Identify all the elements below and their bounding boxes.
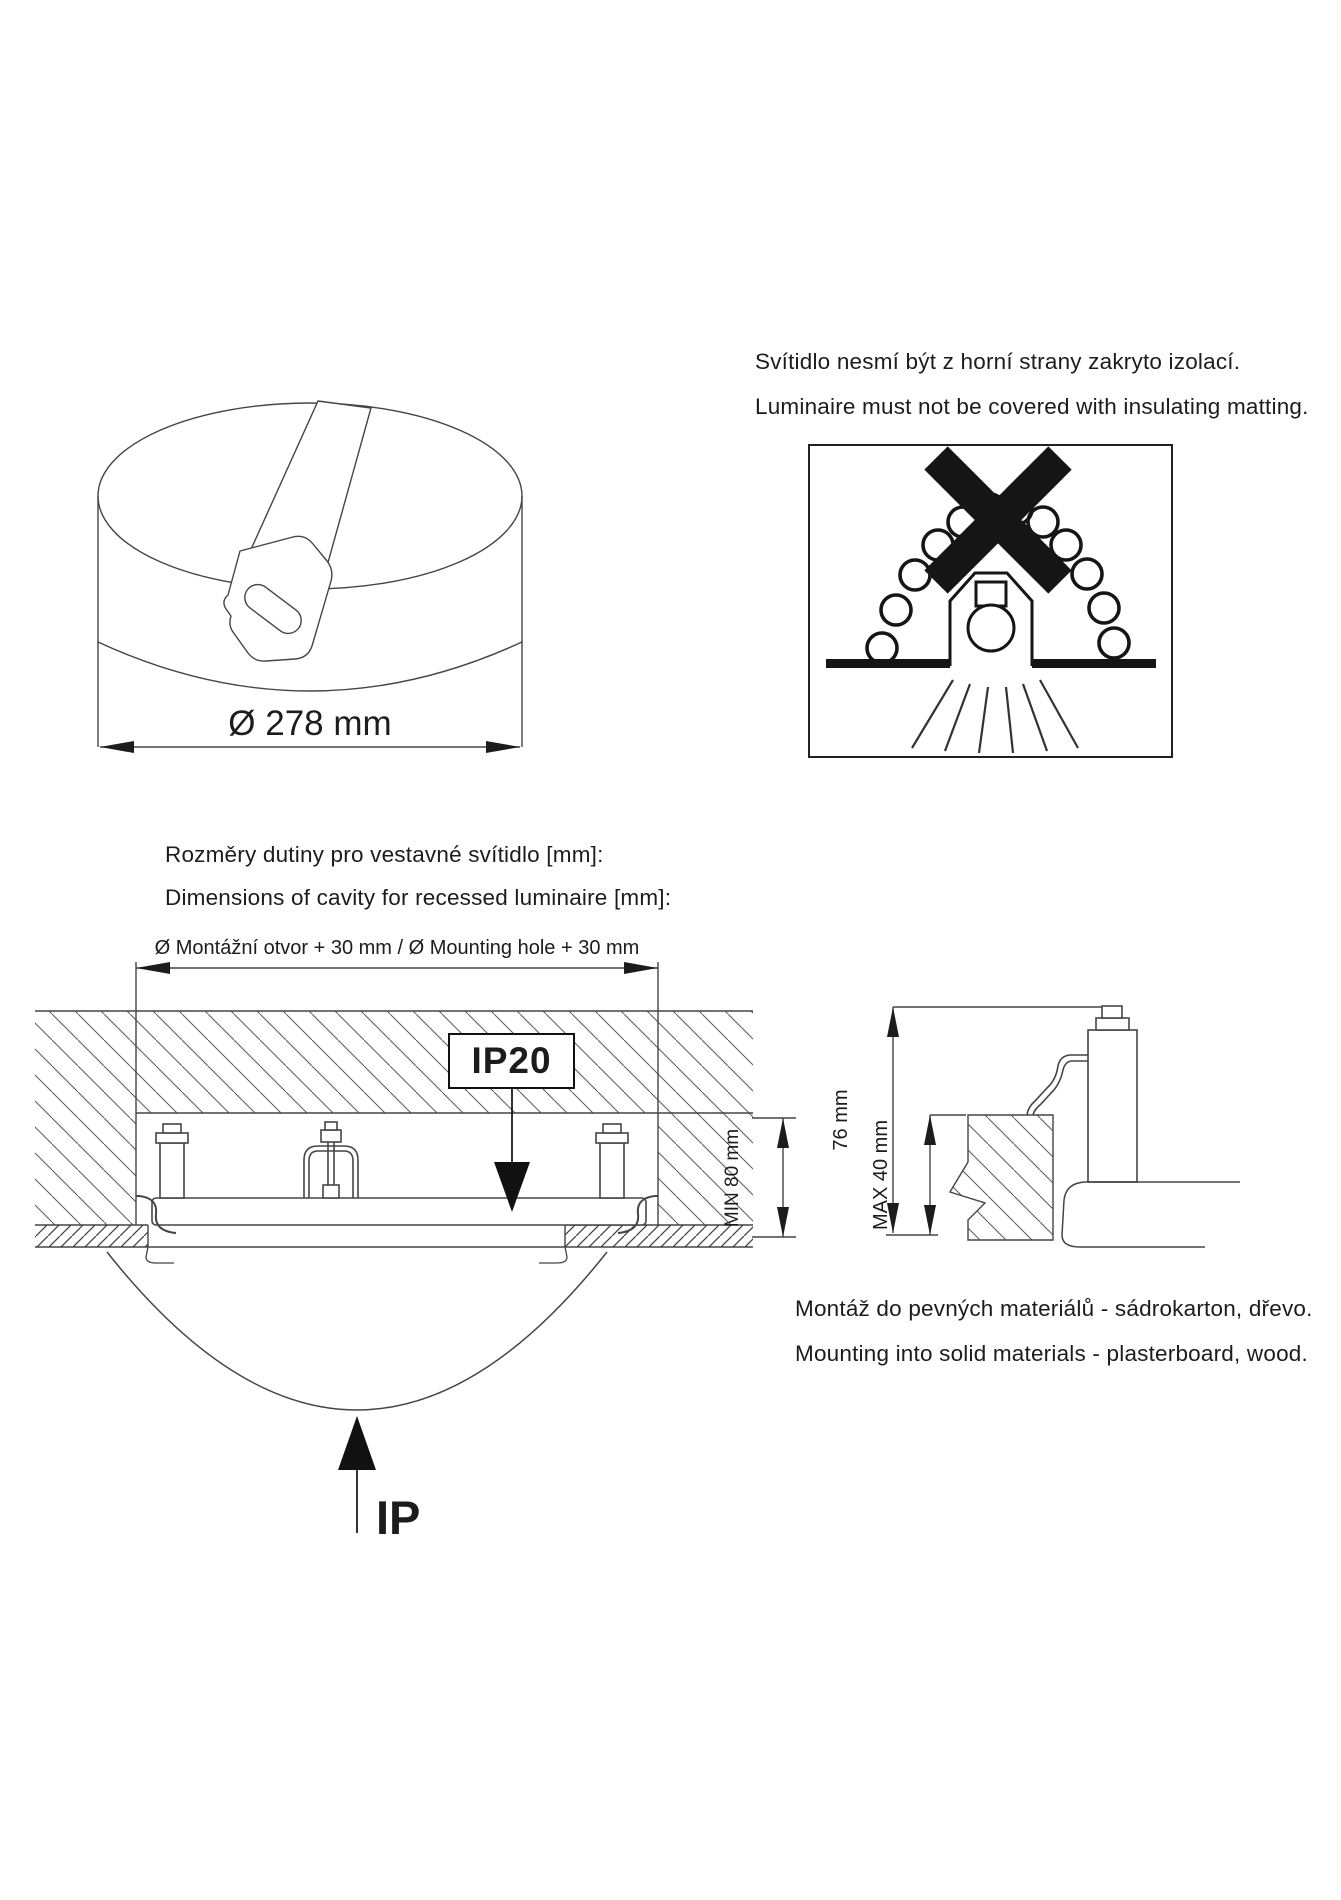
insulation-note-english: Luminaire must not be covered with insulating matting. — [755, 394, 1309, 419]
mounting-note-english: Mounting into solid materials - plasterboard, wood. — [795, 1341, 1308, 1366]
dim-arrow-right — [486, 741, 520, 753]
diameter-dimension-label: Ø 278 mm — [228, 704, 392, 743]
ip-marker-label: IP — [376, 1491, 421, 1544]
saw-handle — [224, 536, 332, 661]
luminaire-body — [136, 1122, 658, 1233]
ip-up-arrow — [338, 1416, 376, 1533]
dim-arrow-right — [624, 962, 658, 974]
dim-arrow-left — [100, 741, 134, 753]
diffuser-dome — [107, 1252, 607, 1410]
hatch-left-pier — [35, 1113, 136, 1225]
cavity-title-czech: Rozměry dutiny pro vestavné svítidlo [mm]: — [165, 842, 604, 867]
insulation-note-czech: Svítidlo nesmí být z horní strany zakryto izolací. — [755, 349, 1241, 374]
dim-arrow-left — [136, 962, 170, 974]
mounting-note-czech: Montáž do pevných materiálů - sádrokarton, dřevo. — [795, 1296, 1313, 1321]
detail-post — [1088, 1030, 1137, 1182]
min-depth-dimension — [752, 1118, 796, 1237]
no-insulation-warning-icon — [809, 445, 1172, 757]
hole-saw-illustration — [98, 401, 522, 753]
detail-screw-cap — [1102, 1006, 1122, 1018]
detail-spring-clip — [1027, 1055, 1090, 1115]
mounting-hole-dimension-label: Ø Montážní otvor + 30 mm / Ø Mounting hole + 30 mm — [154, 937, 640, 959]
board-block — [950, 1115, 1053, 1240]
ip20-rating-badge: IP20 — [448, 1033, 575, 1089]
mounting-detail-drawing — [886, 1006, 1240, 1247]
total-height-label: 76 mm — [830, 1089, 852, 1151]
ceiling-bar-right — [1032, 659, 1156, 668]
dome-rim-step-right — [539, 1247, 567, 1263]
detail-luminaire-rim — [1062, 1182, 1240, 1247]
ceiling-bar-left — [826, 659, 950, 668]
plasterboard-left — [35, 1225, 148, 1247]
max-board-thickness-label: MAX 40 mm — [870, 1119, 892, 1231]
hatch-top-band — [35, 1011, 753, 1113]
detail-screw-nut — [1096, 1018, 1129, 1030]
luminaire-base-plate — [152, 1198, 646, 1225]
min-depth-label: MIN 80 mm — [722, 1128, 743, 1228]
lamp-bulb — [968, 605, 1014, 651]
cavity-cross-section — [35, 962, 796, 1533]
cavity-title-english: Dimensions of cavity for recessed luminaire [mm]: — [165, 885, 672, 910]
dome-rim-step-left — [146, 1247, 174, 1263]
